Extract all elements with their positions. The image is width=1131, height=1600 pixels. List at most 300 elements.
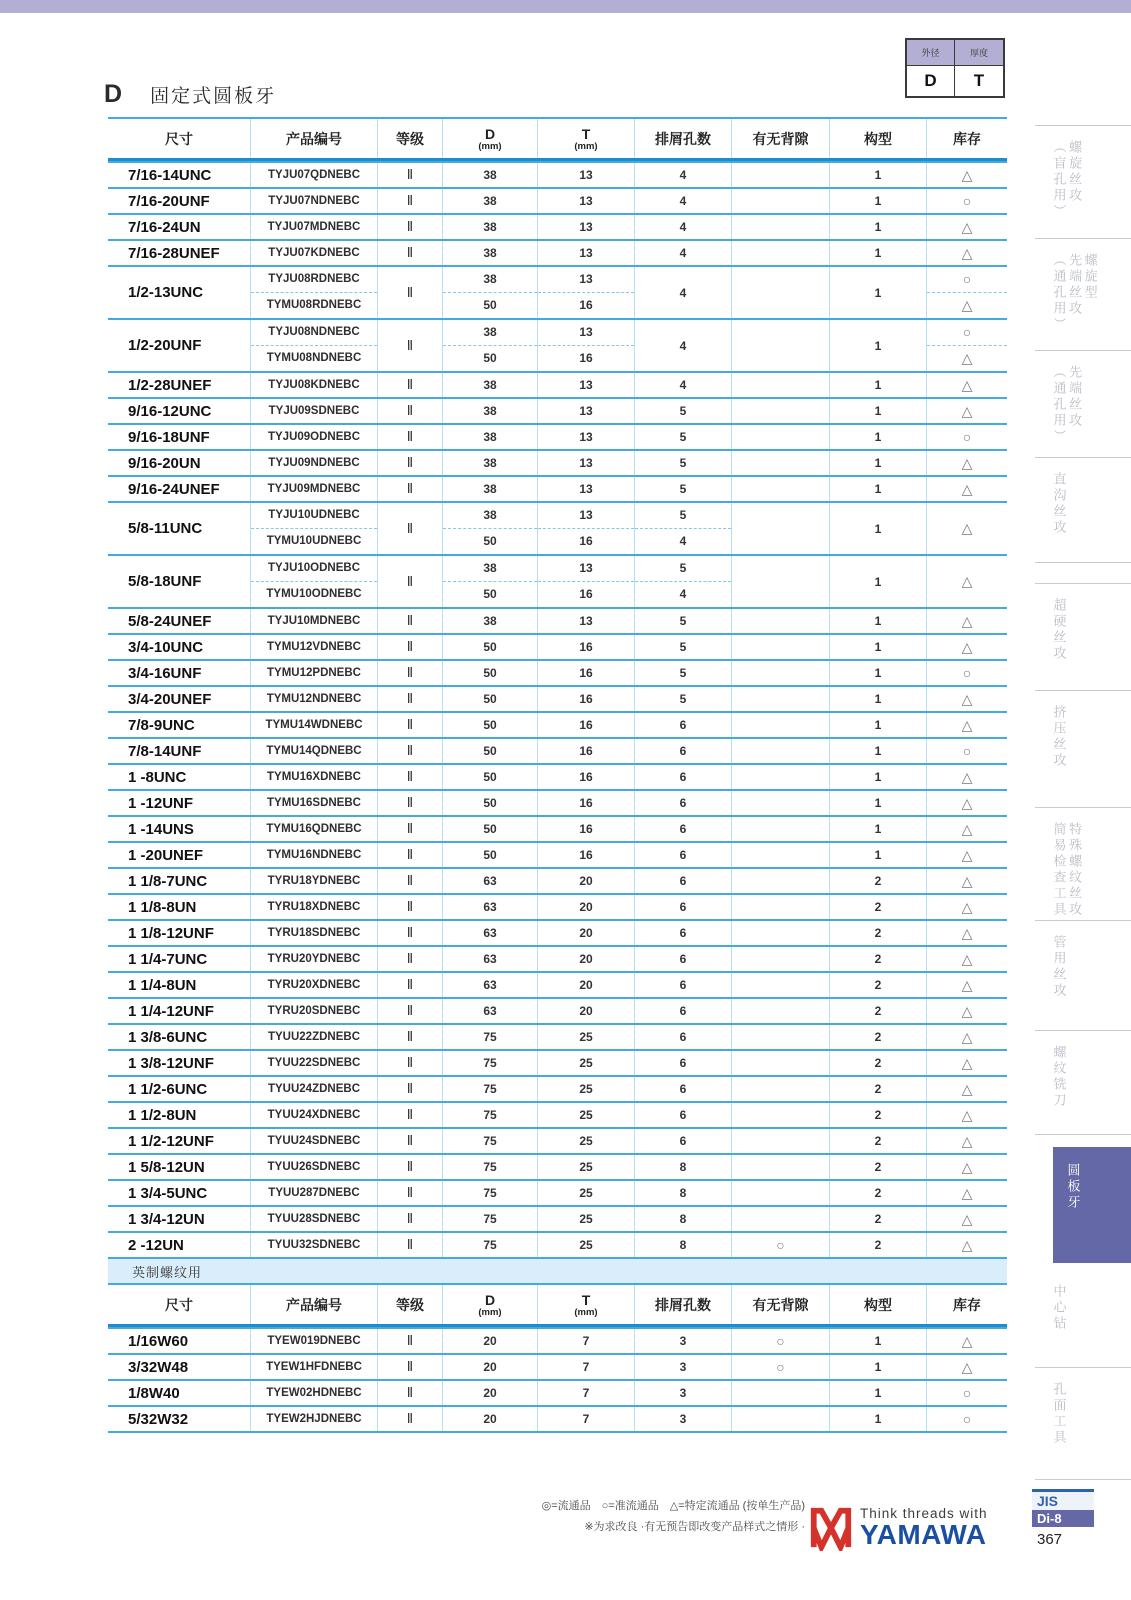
type-cell: 2 <box>830 999 927 1023</box>
table-row <box>108 1205 1007 1231</box>
holes-cell: 8 <box>635 1181 732 1205</box>
size-cell: 5/8-24UNEF <box>108 609 251 633</box>
t-cell: 16 <box>538 817 635 841</box>
sidebar-tab-label: 圆板牙 <box>1065 1163 1081 1211</box>
stock-cell: △ <box>961 1158 973 1175</box>
stock-cell: △ <box>961 794 973 811</box>
t-cell: 25 <box>538 1207 635 1231</box>
t-cell: 13 16 <box>538 267 635 318</box>
code-cell: TYRU20XDNEBC <box>251 973 378 997</box>
table-header-row <box>108 117 1007 161</box>
size-cell: 7/16-20UNF <box>108 189 251 213</box>
size-cell: 1/2-13UNC <box>108 267 251 318</box>
size-cell: 9/16-24UNEF <box>108 477 251 501</box>
size-cell: 5/32W32 <box>108 1407 251 1431</box>
t-symbol: T <box>955 66 1003 96</box>
grade-cell: Ⅱ <box>378 791 443 815</box>
type-cell: 2 <box>830 869 927 893</box>
column-header: 排屑孔数 <box>635 119 732 158</box>
stock-cell: ○ △ <box>927 320 1007 371</box>
column-header: 库存 <box>953 1296 981 1313</box>
table-row <box>108 423 1007 449</box>
d-cell: 75 <box>443 1103 538 1127</box>
table-row <box>108 893 1007 919</box>
t-cell: 16 <box>538 687 635 711</box>
backlash-cell <box>732 817 830 841</box>
holes-cell: 6 <box>635 869 732 893</box>
grade-cell: Ⅱ <box>378 817 443 841</box>
d-cell: 38 <box>443 373 538 397</box>
backlash-cell <box>732 1381 830 1405</box>
code-cell: TYJU10ODNEBC TYMU10ODNEBC <box>251 556 378 607</box>
stock-cell: △ <box>961 924 973 941</box>
t-cell: 16 <box>538 635 635 659</box>
stock-cell: △ <box>961 244 973 261</box>
grade-cell: Ⅱ <box>378 1129 443 1153</box>
grade-cell: Ⅱ <box>378 215 443 239</box>
holes-cell: 4 <box>635 215 732 239</box>
t-cell: 13 <box>538 163 635 187</box>
holes-cell: 6 <box>635 1103 732 1127</box>
grade-cell: Ⅱ <box>378 241 443 265</box>
table-row <box>108 554 1007 607</box>
sidebar-tab-label: 螺纹铣刀 <box>1051 1045 1067 1109</box>
holes-cell: 3 <box>635 1381 732 1405</box>
t-cell: 16 <box>538 739 635 763</box>
t-cell: 16 <box>538 791 635 815</box>
backlash-cell <box>732 687 830 711</box>
backlash-cell <box>732 503 830 554</box>
type-cell: 1 <box>830 843 927 867</box>
d-cell: 38 50 <box>443 556 538 607</box>
grade-cell: Ⅱ <box>378 503 443 554</box>
table-row <box>108 841 1007 867</box>
sidebar-tab <box>1035 1030 1131 1135</box>
code-cell: TYJU08NDNEBC TYMU08NDNEBC <box>251 320 378 371</box>
stock-cell: ○ △ <box>927 267 1007 318</box>
grade-cell: Ⅱ <box>378 1103 443 1127</box>
column-header: D (mm) <box>443 119 538 158</box>
table-row <box>108 789 1007 815</box>
size-cell: 1 1/2-8UN <box>108 1103 251 1127</box>
table-row <box>108 1405 1007 1431</box>
d-cell: 75 <box>443 1155 538 1179</box>
table-row <box>108 737 1007 763</box>
stock-cell: △ <box>961 820 973 837</box>
grade-cell: Ⅱ <box>378 399 443 423</box>
size-cell: 1 1/4-7UNC <box>108 947 251 971</box>
holes-cell: 6 <box>635 713 732 737</box>
table-row <box>108 919 1007 945</box>
column-header: 有无背隙 <box>732 1285 830 1324</box>
d-cell: 38 50 <box>443 503 538 554</box>
t-cell: 20 <box>538 973 635 997</box>
holes-cell: 6 <box>635 1025 732 1049</box>
code-cell: TYJU09MDNEBC <box>251 477 378 501</box>
disclaimer-note: ※为求改良 ·有无预告即改变产品样式之情形 · <box>584 1521 805 1534</box>
type-cell: 1 <box>830 765 927 789</box>
code-cell: TYMU14QDNEBC <box>251 739 378 763</box>
holes-cell: 5 4 <box>635 556 732 607</box>
d-cell: 38 <box>443 477 538 501</box>
code-cell: TYJU10UDNEBC TYMU10UDNEBC <box>251 503 378 554</box>
stock-cell: △ <box>961 950 973 967</box>
grade-cell: Ⅱ <box>378 267 443 318</box>
grade-cell: Ⅱ <box>378 477 443 501</box>
size-cell: 9/16-18UNF <box>108 425 251 449</box>
size-cell: 1/2-20UNF <box>108 320 251 371</box>
backlash-cell <box>732 320 830 371</box>
grade-cell: Ⅱ <box>378 1381 443 1405</box>
code-cell: TYJU07MDNEBC <box>251 215 378 239</box>
holes-cell: 3 <box>635 1329 732 1353</box>
type-cell: 1 <box>830 1407 927 1431</box>
backlash-cell: ○ <box>732 1329 830 1353</box>
sidebar-tab-label: （通孔用） <box>1051 253 1067 333</box>
code-cell: TYJU07KDNEBC <box>251 241 378 265</box>
type-cell: 2 <box>830 921 927 945</box>
code-cell: TYJU09SDNEBC <box>251 399 378 423</box>
holes-cell: 6 <box>635 895 732 919</box>
d-cell: 50 <box>443 765 538 789</box>
backlash-cell <box>732 1407 830 1431</box>
column-header: 构型 <box>830 119 927 158</box>
t-cell: 13 <box>538 399 635 423</box>
type-cell: 1 <box>830 189 927 213</box>
grade-cell: Ⅱ <box>378 1025 443 1049</box>
type-cell: 2 <box>830 1181 927 1205</box>
column-header: D (mm) <box>443 1285 538 1324</box>
table-header-row <box>108 1283 1007 1327</box>
dimension-legend-box <box>905 38 1005 98</box>
column-header: 产品编号 <box>251 119 378 158</box>
d-symbol: D <box>907 66 955 96</box>
column-header: 尺寸 <box>108 119 251 158</box>
standard-badge: JIS <box>1032 1489 1094 1510</box>
size-cell: 9/16-12UNC <box>108 399 251 423</box>
sidebar-tab-label: 先端丝攻 <box>1067 253 1083 317</box>
code-cell: TYJU09NDNEBC <box>251 451 378 475</box>
holes-cell: 6 <box>635 1077 732 1101</box>
holes-cell: 5 <box>635 635 732 659</box>
backlash-cell <box>732 999 830 1023</box>
page-id-block <box>1032 1489 1094 1552</box>
backlash-cell <box>732 1129 830 1153</box>
type-cell: 2 <box>830 1103 927 1127</box>
column-header: 等级 <box>378 1285 443 1324</box>
d-cell: 38 <box>443 451 538 475</box>
backlash-cell <box>732 921 830 945</box>
size-cell: 2 -12UN <box>108 1233 251 1257</box>
sidebar-tab-label: 中心钻 <box>1051 1284 1067 1332</box>
code-cell: TYUU287DNEBC <box>251 1181 378 1205</box>
table-row <box>108 1231 1007 1257</box>
size-cell: 1 -20UNEF <box>108 843 251 867</box>
grade-cell: Ⅱ <box>378 661 443 685</box>
sidebar-tab-label: 先端丝攻 <box>1067 365 1083 429</box>
holes-cell: 6 <box>635 765 732 789</box>
backlash-cell <box>732 163 830 187</box>
stock-cell: △ <box>961 1236 973 1253</box>
table-row <box>108 607 1007 633</box>
d-cell: 63 <box>443 921 538 945</box>
stock-cell: ○ <box>962 1385 972 1401</box>
size-cell: 5/8-11UNC <box>108 503 251 554</box>
size-cell: 1 3/8-6UNC <box>108 1025 251 1049</box>
table-row <box>108 318 1007 371</box>
t-cell: 25 <box>538 1155 635 1179</box>
code-cell: TYRU20SDNEBC <box>251 999 378 1023</box>
grade-cell: Ⅱ <box>378 556 443 607</box>
d-cell: 38 50 <box>443 320 538 371</box>
t-cell: 7 <box>538 1355 635 1379</box>
sidebar-tab-label: 特殊螺纹丝攻 <box>1067 822 1083 918</box>
sidebar-tab <box>1035 583 1131 690</box>
holes-cell: 6 <box>635 1051 732 1075</box>
stock-cell: △ <box>961 1080 973 1097</box>
backlash-cell <box>732 791 830 815</box>
size-cell: 1/8W40 <box>108 1381 251 1405</box>
d-cell: 38 <box>443 163 538 187</box>
table-row <box>108 265 1007 318</box>
outer-diameter-label: 外径 <box>907 40 955 66</box>
holes-cell: 5 4 <box>635 503 732 554</box>
size-cell: 1 3/4-12UN <box>108 1207 251 1231</box>
code-cell: TYUU22ZDNEBC <box>251 1025 378 1049</box>
d-cell: 75 <box>443 1233 538 1257</box>
backlash-cell <box>732 635 830 659</box>
t-cell: 25 <box>538 1181 635 1205</box>
grade-cell: Ⅱ <box>378 765 443 789</box>
size-cell: 1 -14UNS <box>108 817 251 841</box>
table-row <box>108 659 1007 685</box>
sidebar-tab-label: 简易检查工具 <box>1051 822 1067 918</box>
backlash-cell <box>732 556 830 607</box>
d-cell: 20 <box>443 1329 538 1353</box>
d-cell: 38 50 <box>443 267 538 318</box>
column-header: 排屑孔数 <box>635 1285 732 1324</box>
holes-cell: 6 <box>635 1129 732 1153</box>
stock-cell: ○ <box>962 429 972 445</box>
d-cell: 75 <box>443 1181 538 1205</box>
d-cell: 50 <box>443 661 538 685</box>
column-header: 尺寸 <box>108 1285 251 1324</box>
backlash-cell <box>732 947 830 971</box>
table-row <box>108 501 1007 554</box>
top-accent-bar <box>0 0 1131 13</box>
code-cell: TYMU12NDNEBC <box>251 687 378 711</box>
backlash-cell <box>732 1207 830 1231</box>
stock-cell: △ <box>961 872 973 889</box>
table-row <box>108 1179 1007 1205</box>
backlash-cell <box>732 661 830 685</box>
code-cell: TYJU08KDNEBC <box>251 373 378 397</box>
grade-cell: Ⅱ <box>378 1233 443 1257</box>
table-row <box>108 711 1007 737</box>
type-cell: 2 <box>830 973 927 997</box>
table-row <box>108 815 1007 841</box>
size-cell: 3/4-10UNC <box>108 635 251 659</box>
type-cell: 2 <box>830 1077 927 1101</box>
size-cell: 1 1/4-12UNF <box>108 999 251 1023</box>
type-cell: 1 <box>830 399 927 423</box>
type-cell: 1 <box>830 451 927 475</box>
grade-cell: Ⅱ <box>378 451 443 475</box>
grade-cell: Ⅱ <box>378 973 443 997</box>
d-cell: 50 <box>443 713 538 737</box>
logo-brand-name: YAMAWA <box>860 1519 987 1550</box>
code-cell: TYMU12PDNEBC <box>251 661 378 685</box>
code-cell: TYEW1HFDNEBC <box>251 1355 378 1379</box>
type-cell: 2 <box>830 1025 927 1049</box>
size-cell: 7/8-9UNC <box>108 713 251 737</box>
holes-cell: 6 <box>635 921 732 945</box>
d-cell: 75 <box>443 1077 538 1101</box>
d-cell: 50 <box>443 635 538 659</box>
backlash-cell <box>732 477 830 501</box>
thickness-label: 厚度 <box>955 40 1003 66</box>
type-cell: 1 <box>830 503 927 554</box>
t-cell: 20 <box>538 869 635 893</box>
stock-cell: △ <box>961 1106 973 1123</box>
holes-cell: 6 <box>635 973 732 997</box>
stock-cell: △ <box>961 1332 973 1349</box>
sidebar-tab <box>1035 1270 1131 1367</box>
stock-cell: ○ <box>962 665 972 681</box>
stock-cell: △ <box>961 166 973 183</box>
column-header: 有无背隙 <box>732 119 830 158</box>
holes-cell: 3 <box>635 1355 732 1379</box>
sidebar-tab <box>1035 807 1131 920</box>
grade-cell: Ⅱ <box>378 609 443 633</box>
code-cell: TYJU09ODNEBC <box>251 425 378 449</box>
size-cell: 1 1/2-12UNF <box>108 1129 251 1153</box>
grade-cell: Ⅱ <box>378 320 443 371</box>
footnotes <box>400 1496 805 1539</box>
grade-cell: Ⅱ <box>378 739 443 763</box>
size-cell: 3/32W48 <box>108 1355 251 1379</box>
holes-cell: 5 <box>635 687 732 711</box>
t-cell: 25 <box>538 1233 635 1257</box>
table-row <box>108 187 1007 213</box>
backlash-cell: ○ <box>732 1355 830 1379</box>
table-row <box>108 867 1007 893</box>
table-row <box>108 449 1007 475</box>
size-cell: 1 -8UNC <box>108 765 251 789</box>
table-row <box>108 1127 1007 1153</box>
section-letter: D <box>104 80 123 108</box>
t-cell: 13 16 <box>538 503 635 554</box>
grade-cell: Ⅱ <box>378 1407 443 1431</box>
d-cell: 63 <box>443 869 538 893</box>
size-cell: 7/16-24UN <box>108 215 251 239</box>
t-cell: 13 16 <box>538 556 635 607</box>
d-cell: 38 <box>443 609 538 633</box>
stock-cell: △ <box>961 1210 973 1227</box>
t-cell: 16 <box>538 713 635 737</box>
grade-cell: Ⅱ <box>378 635 443 659</box>
backlash-cell <box>732 373 830 397</box>
grade-cell: Ⅱ <box>378 687 443 711</box>
holes-cell: 4 <box>635 320 732 371</box>
sidebar-tab <box>1035 457 1131 563</box>
stock-cell: △ <box>961 454 973 471</box>
stock-cell: △ <box>961 690 973 707</box>
size-cell: 7/16-28UNEF <box>108 241 251 265</box>
type-cell: 2 <box>830 947 927 971</box>
table-row <box>108 1101 1007 1127</box>
d-cell: 63 <box>443 895 538 919</box>
sidebar-tab-label: 挤压丝攻 <box>1051 705 1067 769</box>
type-cell: 1 <box>830 477 927 501</box>
backlash-cell: ○ <box>732 1233 830 1257</box>
t-cell: 13 <box>538 189 635 213</box>
stock-cell: △ <box>961 520 973 536</box>
type-cell: 1 <box>830 163 927 187</box>
table-row <box>108 945 1007 971</box>
backlash-cell <box>732 1103 830 1127</box>
stock-cell: △ <box>961 1054 973 1071</box>
stock-cell: △ <box>961 218 973 235</box>
stock-cell: △ <box>961 716 973 733</box>
size-cell: 1/16W60 <box>108 1329 251 1353</box>
backlash-cell <box>732 1155 830 1179</box>
code-cell: TYUU28SDNEBC <box>251 1207 378 1231</box>
type-cell: 1 <box>830 635 927 659</box>
size-cell: 9/16-20UN <box>108 451 251 475</box>
table-row <box>108 1379 1007 1405</box>
t-cell: 7 <box>538 1381 635 1405</box>
column-header: 等级 <box>378 119 443 158</box>
d-cell: 50 <box>443 739 538 763</box>
type-cell: 1 <box>830 791 927 815</box>
column-header: T (mm) <box>538 119 635 158</box>
sidebar-tab-label: （通孔用） <box>1051 365 1067 445</box>
catalog-code-badge: Di-8 <box>1032 1510 1094 1527</box>
size-cell: 1 1/4-8UN <box>108 973 251 997</box>
sidebar-tab <box>1035 1367 1131 1480</box>
t-cell: 25 <box>538 1051 635 1075</box>
type-cell: 2 <box>830 1155 927 1179</box>
holes-cell: 8 <box>635 1207 732 1231</box>
holes-cell: 4 <box>635 189 732 213</box>
backlash-cell <box>732 765 830 789</box>
type-cell: 2 <box>830 1051 927 1075</box>
backlash-cell <box>732 399 830 423</box>
d-cell: 63 <box>443 947 538 971</box>
sidebar-tab <box>1035 920 1131 1030</box>
t-cell: 13 <box>538 477 635 501</box>
grade-cell: Ⅱ <box>378 163 443 187</box>
sidebar-tab-label: 直沟丝攻 <box>1051 472 1067 536</box>
size-cell: 1 3/4-5UNC <box>108 1181 251 1205</box>
t-cell: 7 <box>538 1407 635 1431</box>
holes-cell: 6 <box>635 843 732 867</box>
section-band <box>108 1257 1007 1283</box>
sidebar-tab-label: 管用丝攻 <box>1051 935 1067 999</box>
code-cell: TYJU08RDNEBC TYMU08RDNEBC <box>251 267 378 318</box>
d-cell: 38 <box>443 189 538 213</box>
grade-cell: Ⅱ <box>378 713 443 737</box>
grade-cell: Ⅱ <box>378 373 443 397</box>
table-row <box>108 1023 1007 1049</box>
code-cell: TYMU12VDNEBC <box>251 635 378 659</box>
t-cell: 25 <box>538 1077 635 1101</box>
stock-cell: ○ <box>962 193 972 209</box>
table-row <box>108 239 1007 265</box>
type-cell: 1 <box>830 609 927 633</box>
d-cell: 63 <box>443 973 538 997</box>
